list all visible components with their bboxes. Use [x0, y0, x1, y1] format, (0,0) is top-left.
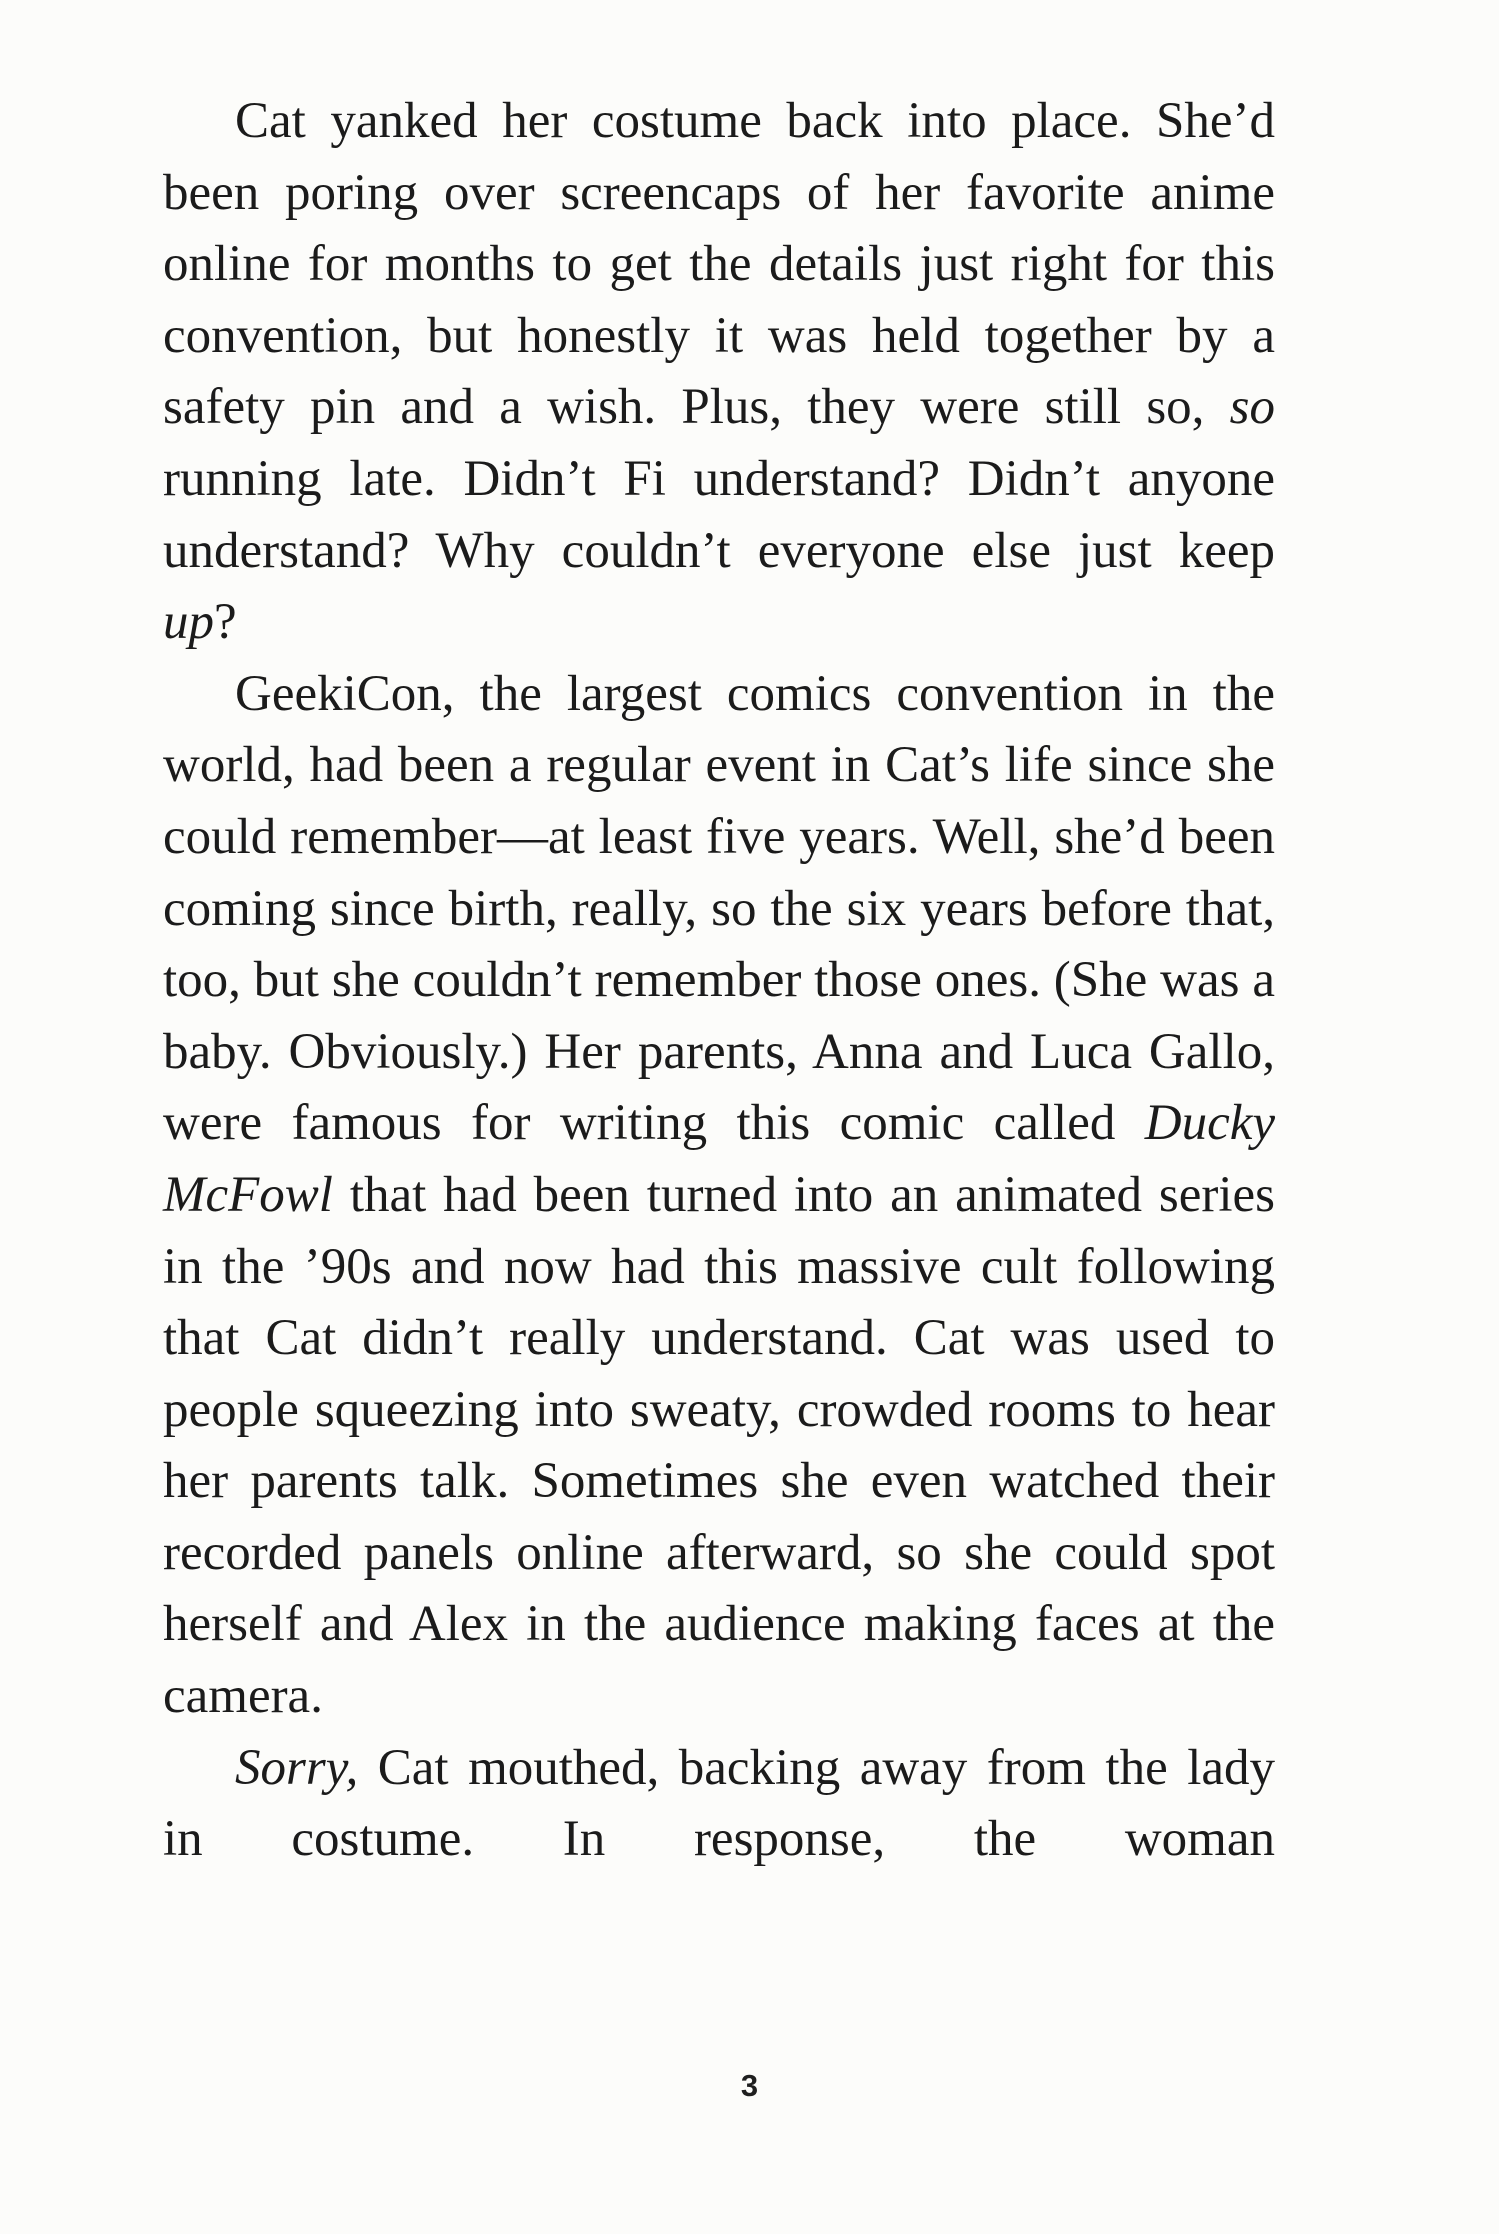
- italic-run: so: [1229, 379, 1275, 436]
- text-run: that had been turned into an animated series in the ’90s and now had this massive cult following that Cat didn’t really understand. Cat was used to people squeezing into sweaty, crowded rooms to hear her parents talk. Sometimes she even watched their recorded panels online afterward, so she could spot herself and Alex in the audience making faces at the camera.: [163, 1166, 1275, 1725]
- page-number: 3: [740, 2068, 759, 2103]
- text-run: running late. Didn’t Fi understand? Didn’t anyone understand? Why couldn’t everyone else just keep: [163, 450, 1275, 579]
- italic-run: up: [163, 594, 214, 651]
- italic-run: Ducky McFowl: [163, 1095, 1275, 1223]
- text-run: GeekiCon, the largest comics convention in the world, had been a regular event in Cat’s life since she could remember—at least five years. Well, she’d been coming since birth, really, so the six years before that, too, but she couldn’t remember those ones. (She was a baby. Obviously.) Her parents, Anna and Luca Gallo, were famous for writing this comic called: [163, 665, 1275, 1152]
- paragraph: [163, 86, 1275, 659]
- text-run: ?: [214, 594, 237, 651]
- body-text: [163, 86, 1275, 1876]
- paragraph: [163, 659, 1275, 1733]
- text-run: Cat mouthed, backing away from the lady in costume. In response, the woman: [163, 1739, 1275, 1868]
- paragraph: [163, 1733, 1275, 1876]
- italic-run: Sorry,: [235, 1739, 359, 1796]
- text-run: Cat yanked her costume back into place. She’d been poring over screencaps of her favorite anime online for months to get the details just right for this convention, but honestly it was held together by a safety pin and a wish. Plus, they were still so,: [163, 93, 1275, 436]
